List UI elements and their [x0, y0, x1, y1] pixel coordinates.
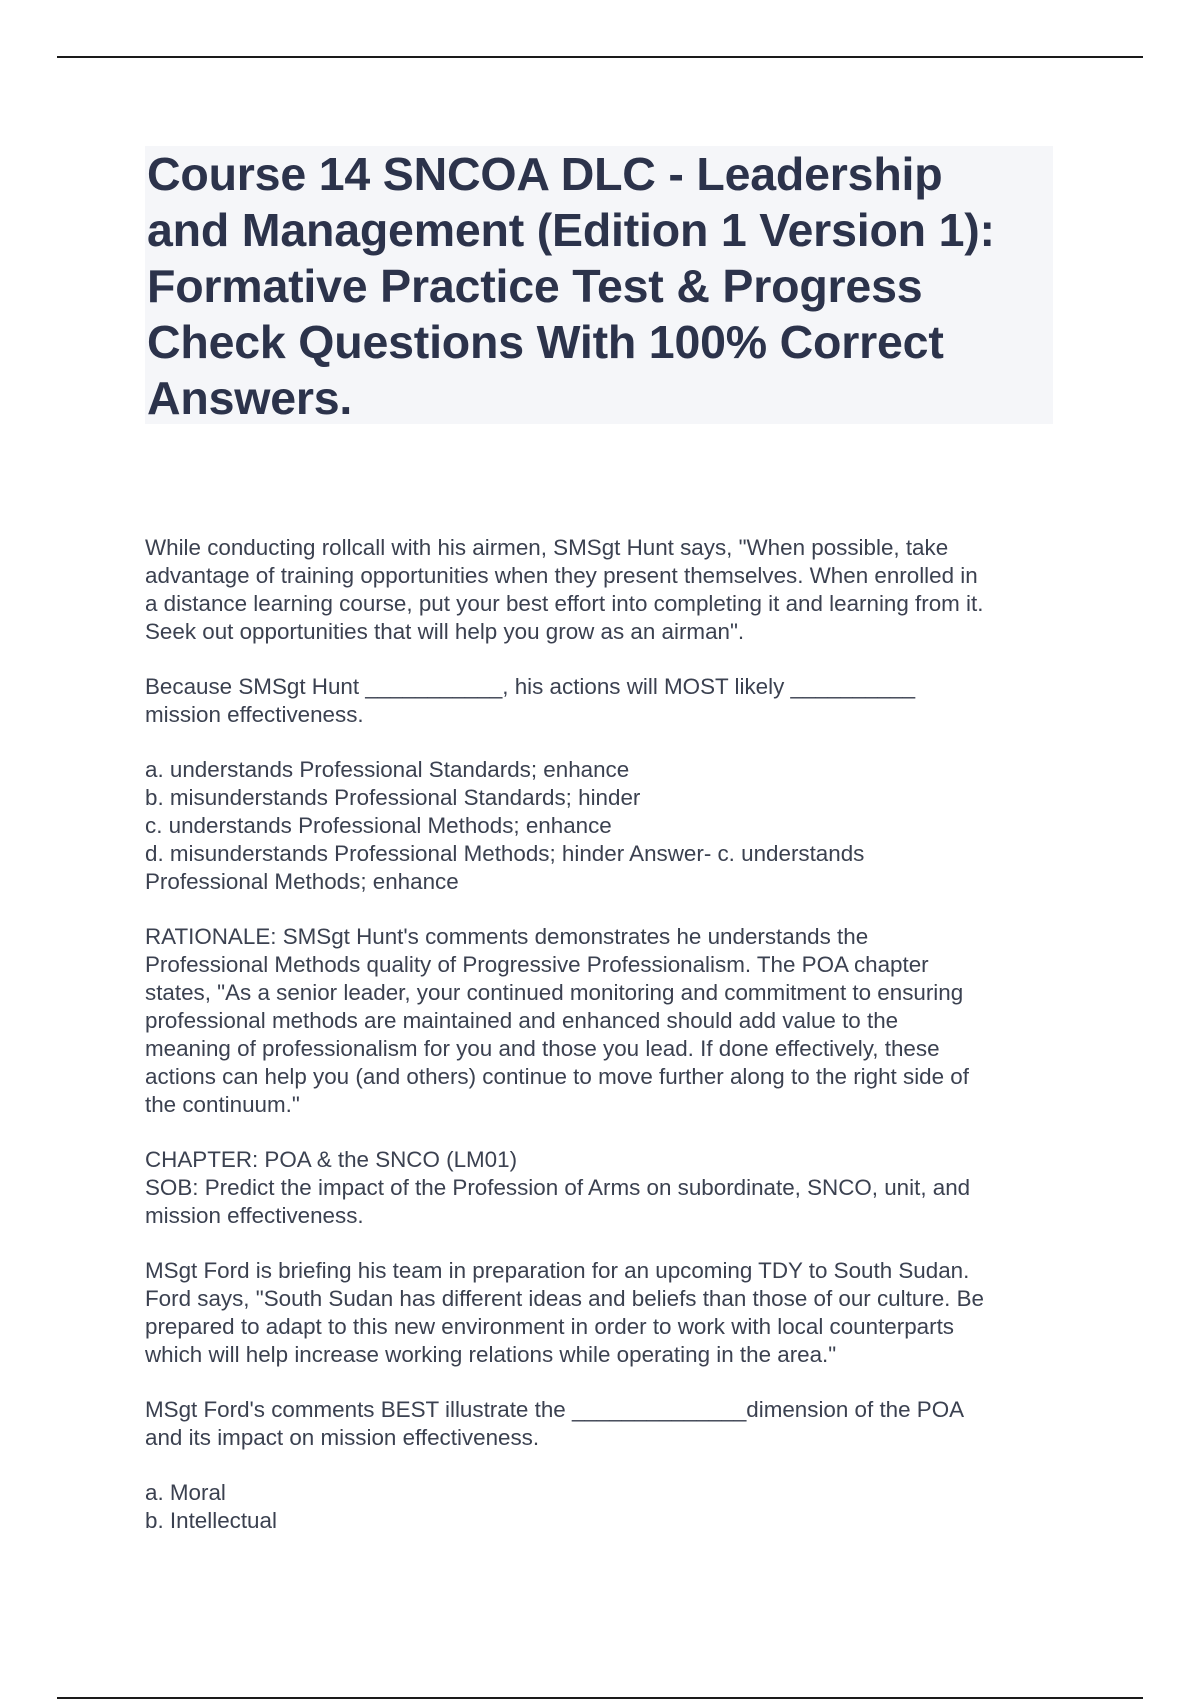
title-block — [145, 146, 1053, 424]
option-c: c. understands Professional Methods; enhance — [145, 813, 612, 838]
text-line: which will help increase working relations while operating in the area." — [145, 1342, 837, 1367]
sob-line: mission effectiveness. — [145, 1203, 364, 1228]
text-line: RATIONALE: SMSgt Hunt's comments demonstrates he understands the — [145, 924, 869, 949]
footer-rule — [57, 1697, 1143, 1699]
text-line: and its impact on mission effectiveness. — [145, 1425, 540, 1450]
text-line: Seek out opportunities that will help you grow as an airman". — [145, 619, 745, 644]
q2-options — [145, 1479, 1075, 1535]
document-body — [145, 534, 1075, 1562]
text-line: actions can help you (and others) continue to move further along to the right side of — [145, 1064, 969, 1089]
title-line: Formative Practice Test & Progress — [147, 260, 923, 312]
text-line: the continuum." — [145, 1092, 300, 1117]
q2-scenario — [145, 1257, 1075, 1369]
text-line: meaning of professionalism for you and those you lead. If done effectively, these — [145, 1036, 940, 1061]
text-line: advantage of training opportunities when they present themselves. When enrolled in — [145, 563, 978, 588]
q2-question — [145, 1396, 1075, 1452]
text-line: mission effectiveness. — [145, 702, 364, 727]
sob-line: SOB: Predict the impact of the Profession of Arms on subordinate, SNCO, unit, and — [145, 1175, 971, 1200]
q1-question — [145, 673, 1075, 729]
text-line: professional methods are maintained and enhanced should add value to the — [145, 1008, 899, 1033]
option-b: b. misunderstands Professional Standards; hinder — [145, 785, 641, 810]
title-line: and Management (Edition 1 Version 1): — [147, 204, 995, 256]
text-line: Ford says, "South Sudan has different ideas and beliefs than those of our culture. Be — [145, 1286, 985, 1311]
text-line: While conducting rollcall with his airmen, SMSgt Hunt says, "When possible, take — [145, 535, 949, 560]
text-line: states, "As a senior leader, your continued monitoring and commitment to ensuring — [145, 980, 964, 1005]
title-line: Check Questions With 100% Correct — [147, 316, 944, 368]
q1-options — [145, 756, 1075, 896]
document-title — [145, 146, 1053, 426]
option-a: a. understands Professional Standards; enhance — [145, 757, 630, 782]
title-line: Course 14 SNCOA DLC - Leadership — [147, 148, 943, 200]
text-line: MSgt Ford is briefing his team in preparation for an upcoming TDY to South Sudan. — [145, 1258, 970, 1283]
title-line: Answers. — [147, 372, 353, 424]
option-d-with-answer: d. misunderstands Professional Methods; hinder Answer- c. understands — [145, 841, 865, 866]
text-line: Because SMSgt Hunt ___________, his actions will MOST likely __________ — [145, 674, 916, 699]
chapter-line: CHAPTER: POA & the SNCO (LM01) — [145, 1147, 518, 1172]
text-line: MSgt Ford's comments BEST illustrate the ______________dimension of the POA — [145, 1397, 965, 1422]
q1-scenario — [145, 534, 1075, 646]
q1-rationale — [145, 923, 1075, 1119]
option-a: a. Moral — [145, 1480, 226, 1505]
header-rule — [57, 56, 1143, 58]
option-b: b. Intellectual — [145, 1508, 277, 1533]
q1-chapter-sob — [145, 1146, 1075, 1230]
text-line: Professional Methods quality of Progressive Professionalism. The POA chapter — [145, 952, 929, 977]
text-line: prepared to adapt to this new environment in order to work with local counterparts — [145, 1314, 954, 1339]
text-line: a distance learning course, put your best effort into completing it and learning from it. — [145, 591, 984, 616]
answer-continuation: Professional Methods; enhance — [145, 869, 459, 894]
